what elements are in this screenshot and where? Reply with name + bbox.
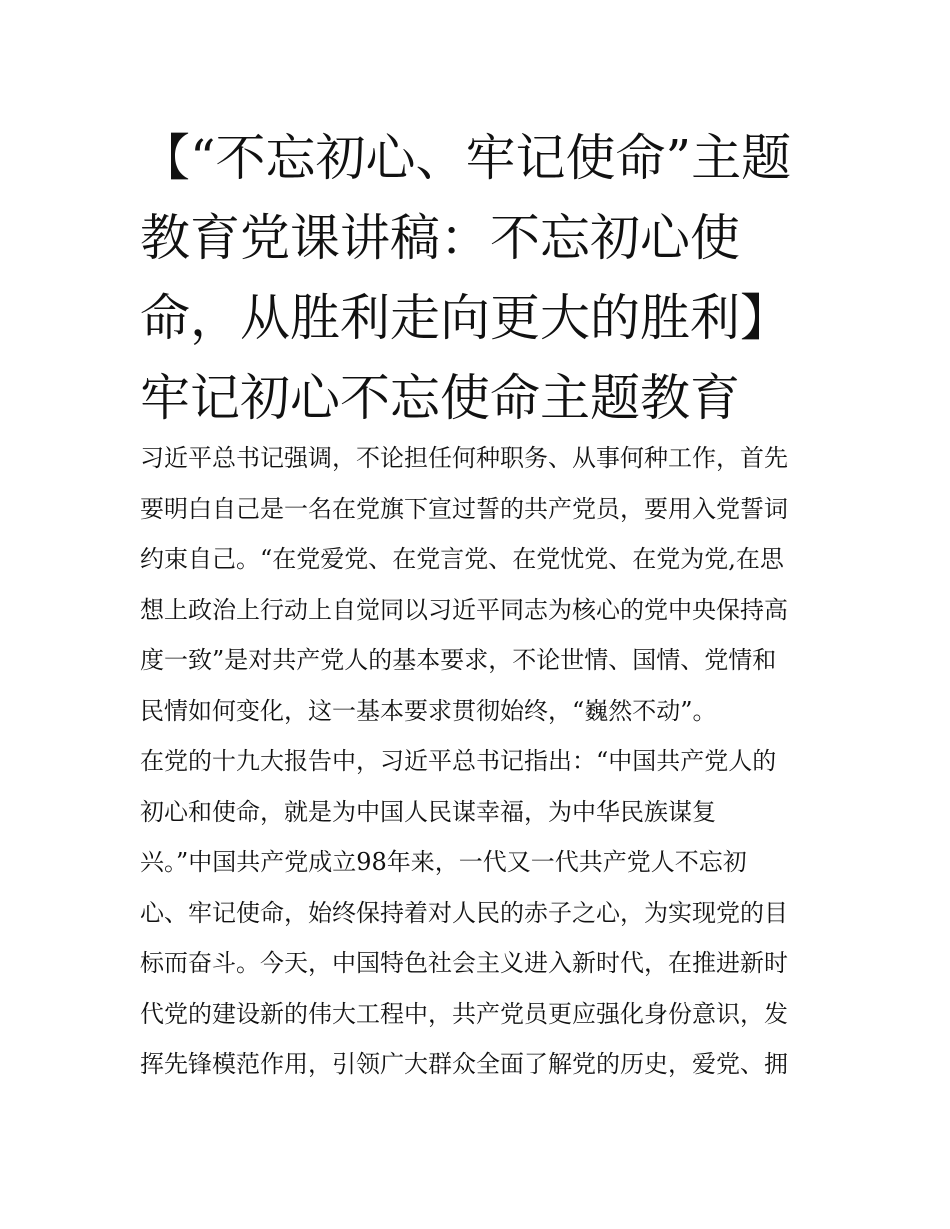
title-line: 教育党课讲稿：不忘初心使 — [140, 209, 740, 267]
title-line: 命，从胜利走向更大的胜利】 — [140, 289, 790, 347]
body-line: 约束自己。“在党爱党、在党言党、在党忧党、在党为党,在思 — [140, 545, 784, 573]
document-title — [140, 118, 830, 438]
body-line: 要明白自己是一名在党旗下宣过誓的共产党员，要用入党誓词 — [140, 494, 788, 523]
body-line: 兴。”中国共产党成立98年来，一代又一代共产党人不忘初 — [140, 848, 747, 876]
body-line: 想上政治上行动上自觉同以习近平同志为核心的党中央保持高 — [140, 595, 788, 624]
body-line: 初心和使命，就是为中国人民谋幸福，为中华民族谋复 — [140, 797, 716, 826]
title-line: 【“不忘初心、牢记使命”主题 — [140, 129, 792, 187]
body-line: 度一致”是对共产党人的基本要求，不论世情、国情、党情和 — [140, 646, 777, 674]
body-line: 民情如何变化，这一基本要求贯彻始终，“巍然不动”。 — [140, 696, 717, 725]
body-line: 挥先锋模范作用，引领广大群众全面了解党的历史，爱党、拥 — [140, 1050, 788, 1078]
body-line: 标而奋斗。今天，中国特色社会主义进入新时代，在推进新时 — [140, 949, 788, 977]
body-line: 习近平总书记强调，不论担任何种职务、从事何种工作，首先 — [140, 444, 788, 472]
body-line: 心、牢记使命，始终保持着对人民的赤子之心，为实现党的目 — [140, 898, 788, 927]
body-line: 代党的建设新的伟大工程中，共产党员更应强化身份意识，发 — [140, 999, 788, 1028]
document-body — [140, 433, 820, 1090]
title-line: 牢记初心不忘使命主题教育 — [140, 369, 740, 427]
body-line: 在党的十九大报告中，习近平总书记指出：“中国共产党人的 — [140, 747, 777, 775]
